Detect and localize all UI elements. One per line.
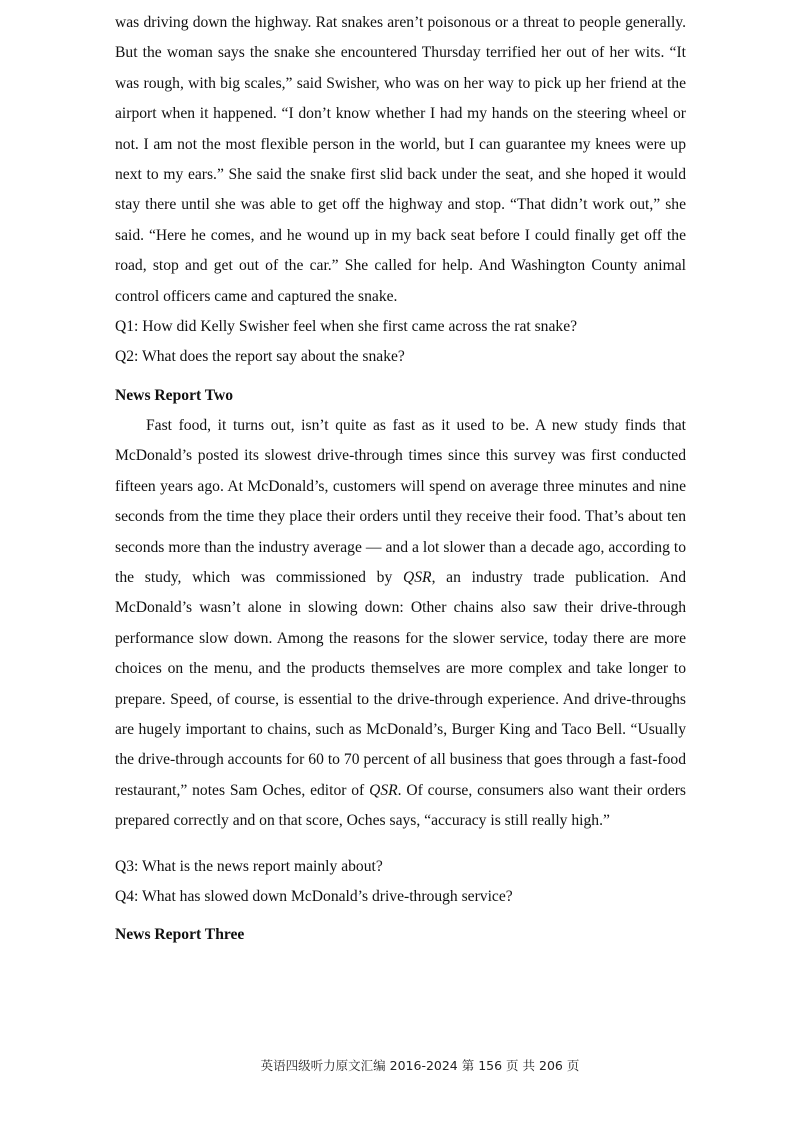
text-line: stay there until she was able to get off the highway and stop. “That didn’t work out,” she bbox=[115, 196, 686, 214]
text-segment: , an industry trade publication. And bbox=[431, 569, 686, 587]
publication-name: QSR bbox=[402, 569, 432, 587]
heading-news-report-three: News Report Three bbox=[115, 926, 245, 944]
text-segment: the study, which was commissioned by bbox=[115, 569, 403, 587]
text-line: prepare. Speed, of course, is essential to the drive-through experience. And drive-throughs bbox=[115, 690, 686, 708]
question-3: Q3: What is the news report mainly about? bbox=[115, 857, 383, 875]
text-line: McDonald’s wasn’t alone in slowing down: Other chains also saw their drive-through bbox=[115, 599, 686, 617]
text-line: the drive-through accounts for 60 to 70 percent of all business that goes through a fast-food bbox=[115, 751, 686, 769]
text-segment: . Of course, consumers also want their orders bbox=[397, 781, 687, 799]
publication-name: QSR bbox=[369, 781, 398, 799]
page-footer: 英语四级听力原文汇编 2016-2024 第 156 页 共 206 页 bbox=[260, 1058, 580, 1073]
question-1: Q1: How did Kelly Swisher feel when she first came across the rat snake? bbox=[115, 317, 578, 335]
text-line: seconds more than the industry average — and a lot slower than a decade ago, according to bbox=[115, 538, 686, 556]
text-line: fifteen years ago. At McDonald’s, customers will spend on average three minutes and nine bbox=[115, 477, 686, 495]
text-line: performance slow down. Among the reasons for the slower service, today there are more bbox=[115, 629, 686, 647]
text-line: Fast food, it turns out, isn’t quite as fast as it used to be. A new study finds that bbox=[146, 417, 686, 435]
document-body bbox=[115, 8, 686, 951]
paragraph-news-report-two bbox=[115, 411, 686, 836]
text-line: But the woman says the snake she encountered Thursday terrified her out of her wits. “It bbox=[115, 44, 686, 62]
question-2: Q2: What does the report say about the snake? bbox=[115, 348, 405, 366]
heading-news-report-two: News Report Two bbox=[115, 386, 234, 404]
text-segment: restaurant,” notes Sam Oches, editor of bbox=[115, 781, 370, 799]
text-line: seconds from the time they place their orders until they receive their food. That’s about ten bbox=[115, 508, 686, 526]
text-line: are hugely important to chains, such as McDonald’s, Burger King and Taco Bell. “Usually bbox=[115, 720, 686, 738]
text-line: control officers came and captured the snake. bbox=[115, 287, 398, 305]
text-line bbox=[115, 776, 686, 806]
question-4: Q4: What has slowed down McDonald’s drive-through service? bbox=[115, 887, 513, 905]
text-line: was driving down the highway. Rat snakes aren’t poisonous or a threat to people generally. bbox=[115, 14, 686, 31]
text-line: choices on the menu, and the products themselves are more complex and take longer to bbox=[115, 660, 686, 678]
text-line: airport when it happened. “I don’t know whether I had my hands on the steering wheel or bbox=[115, 105, 686, 123]
text-line: next to my ears.” She said the snake first slid back under the seat, and she hoped it would bbox=[115, 165, 686, 183]
paragraph-news-report-one bbox=[115, 8, 686, 312]
text-line: McDonald’s posted its slowest drive-through times since this survey was first conducted bbox=[115, 447, 686, 465]
text-line: said. “Here he comes, and he wound up in my back seat before I could finally get off the bbox=[115, 226, 686, 244]
text-line: prepared correctly and on that score, Oches says, “accuracy is still really high.” bbox=[115, 812, 610, 830]
text-line bbox=[115, 563, 686, 593]
text-line: not. I am not the most flexible person in the world, but I can guarantee my knees were up bbox=[115, 135, 686, 153]
text-line: was rough, with big scales,” said Swisher, who was on her way to pick up her friend at the bbox=[115, 74, 686, 92]
text-line: road, stop and get out of the car.” She called for help. And Washington County animal bbox=[115, 257, 686, 275]
